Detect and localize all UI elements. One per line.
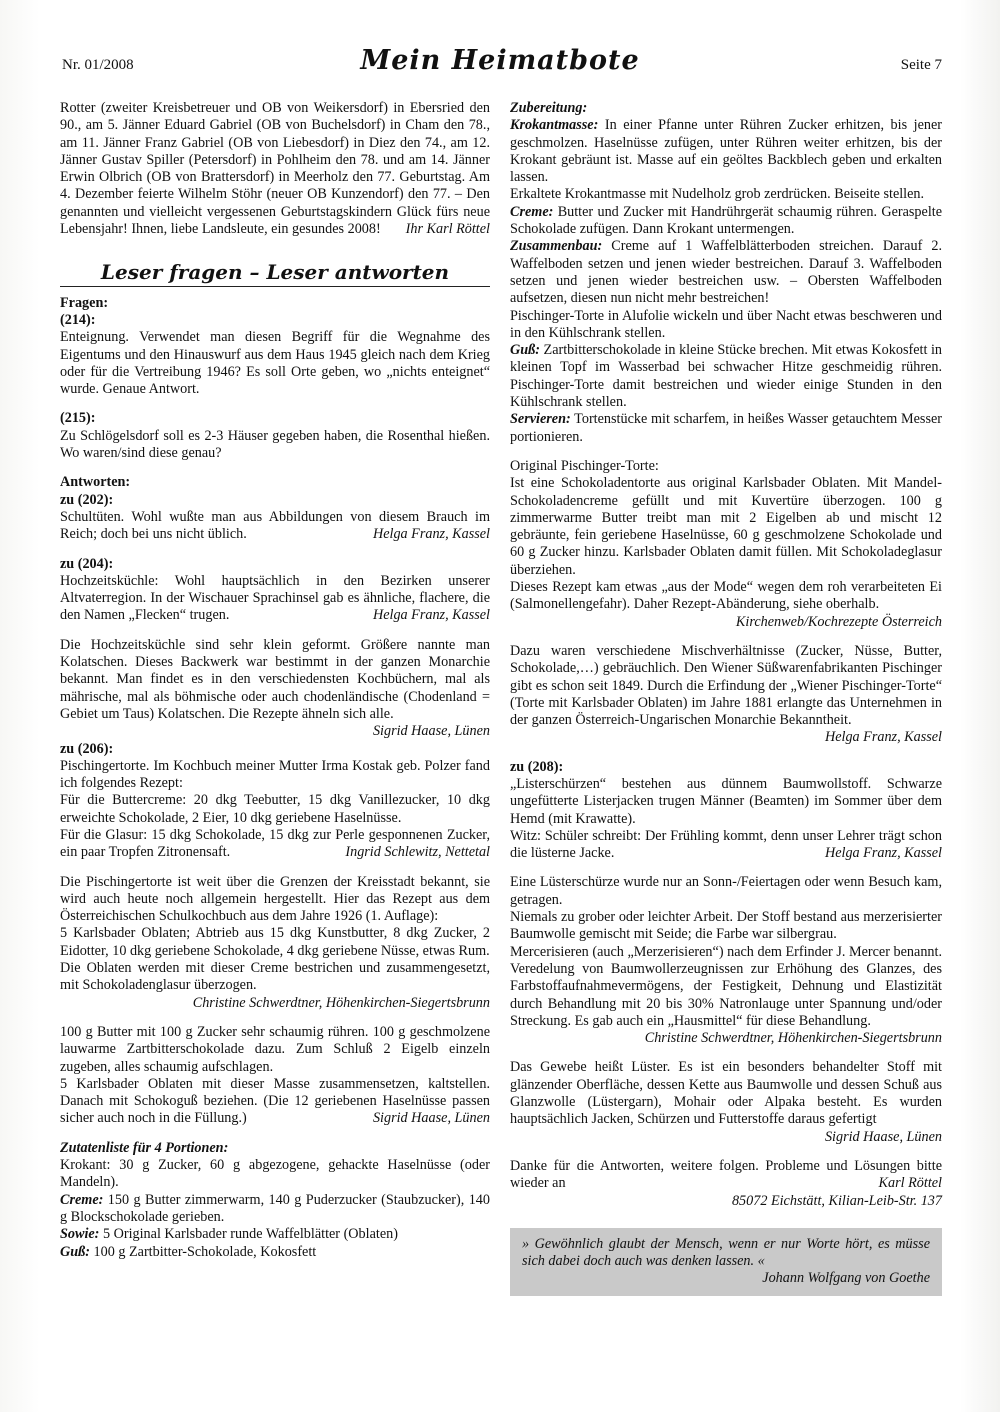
q214-text: Enteignung. Verwendet man diesen Begriff für die Wegnahme des Eigentums und den Hinauswurf aus dem Haus 1945 gleich nach dem Krieg oder für die Vertreibung 1946? Es soll Orte geben, wo „nichts enteignet“ wurde. Genaue Antwort.	[60, 329, 490, 398]
a204-text2: Die Hochzeitsküchle sind sehr klein geformt. Größere nannte man Kolatschen. Dieses Backwerk war bestimmt in der ganzen Monarchie bekannt. Man findet es in den verschiedensten Kochbüchern, mal als mährische, mal als böhmische oder auch chodenländische (Chodenland = Gebiet um Taus) Kolatschen. Die Rezepte ähneln sich alle.	[60, 636, 490, 722]
a206-text3: Für die Glasur: 15 dkg Schokolade, 15 dkg zur Perle gesponnenen Zucker, ein paar Tropfen Zitronensaft. Ingrid Schlewitz, Nettetal	[60, 826, 490, 861]
sowie-line: Sowie: 5 Original Karlsbader runde Waffelblätter (Oblaten)	[60, 1226, 398, 1243]
a208-label: zu (208):	[510, 758, 564, 775]
danke-para: Danke für die Antworten, weitere folgen. Probleme und Lösungen bitte wieder an Karl Röttel	[510, 1157, 942, 1192]
a204-label: zu (204):	[60, 555, 114, 572]
q214-label: (214):	[60, 311, 96, 328]
a208-text3: Eine Lüsterschürze wurde nur an Sonn-/Feiertagen oder wenn Besuch kam, getragen.	[510, 874, 942, 908]
a208-text4: Niemals zu grober oder leichter Arbeit. Der Stoff bestand aus merzerisierter Baumwolle gemischt mit Seide; die Farbe war silbergrau.	[510, 909, 942, 943]
a204-sig2: Sigrid Haase, Lünen	[372, 723, 490, 740]
a202-text: Schultüten. Wohl wußte man aus Abbildungen von diesem Brauch im Reich; doch bei uns nicht üblich. Helga Franz, Kassel	[60, 508, 490, 543]
a206-sig2: Christine Schwerdtner, Höhenkirchen-Siegertsbrunn	[192, 994, 490, 1011]
antworten-heading: Antworten:	[60, 474, 131, 491]
goethe-quote-box	[510, 1228, 942, 1296]
guss2-para: Guß: Zartbitterschokolade in kleine Stücke brechen. Mit etwas Kokosfett in kleinen Topf im Wasserbad bei schwacher Hitze geschmeidig rühren. Pischinger-Torte damit bestreichen und wieder einige Stunden in den Kühlschrank stellen.	[510, 342, 942, 411]
a206-text7: 100 g Butter mit 100 g Zucker sehr schaumig rühren. 100 g geschmolzene lauwarme Zartbitterschokolade dazu. Zum Schluß 2 Eigelb einzeln zugeben, alles schaumig aufschlagen.	[60, 1023, 490, 1075]
krokantmasse-para: Krokantmasse: In einer Pfanne unter Rühren Zucker erhitzen, bis jener geschmolzen. Haselnüsse zufügen, unter Rühren weiter erhitzen, bis der Krokant gebräunt ist. Masse auf ein geöltes Backblech geben und erkalten lassen.	[510, 117, 942, 186]
zusammenbau-para: Zusammenbau: Creme auf 1 Waffelblätterboden streichen. Darauf 2. Waffelboden setzen und jenen wieder bestreichen. Darauf 3. Waffelboden setzen und jenen wieder bestreichen usw. – Obersten Waffelboden aufsetzen, diesen nun nicht mehr bestreichen!	[510, 238, 942, 307]
a206-text6: Die Oblaten werden mit dieser Creme bestrichen und zusammengesetzt, mit Schokoladenglasur überzogen.	[60, 960, 490, 994]
intro-paragraph: Rotter (zweiter Kreisbetreuer und OB von Weikersdorf) in Ebersried den 90., am 5. Jänner Eduard Gabriel (OB von Buchelsdorf) in Cham den 78., am 11. Jänner Franz Gabriel (OB von Liebesdorf) in Diez den 74., am 12. Jänner Gustav Spiller (Petersdorf) in Pohlheim den 78. und am 14. Jänner Erwin Olbrich (OB von Brattersdorf) in Meerholz den 77. Geburtstag. Am 4. Dezember feierte Wilhelm Stöhr (neuer OB Kunzendorf) den 77. – Den genannten und vielleicht vergessenen Geburtstagskindern Glück fürs neue Lebensjahr! Ihnen, liebe Landsleute, ein gesundes 2008! Ihr Karl Röttel	[60, 100, 490, 238]
section-rule	[60, 286, 490, 287]
a208-sig2: Christine Schwerdtner, Höhenkirchen-Siegertsbrunn	[644, 1030, 942, 1047]
creme-line: Creme: 150 g Butter zimmerwarm, 140 g Puderzucker (Staubzucker), 140 g Blockschokolade gerieben.	[60, 1191, 490, 1225]
q215-text: Zu Schlögelsdorf soll es 2-3 Häuser gegeben haben, die Rosenthal hießen. Wo waren/sind diese genau?	[60, 427, 490, 462]
a208-text6: Das Gewebe heißt Lüster. Es ist ein besonders behandelter Stoff mit glänzender Oberfläche, dessen Kette aus Baumwolle und dessen Schuß aus Glanzwolle (Lüstergarn), Mohair oder Alpaka besteht. Es wurden hauptsächlich Jacken, Schürzen und Futterstoffe daraus gefertigt Sigrid Haase, Lünen	[510, 1059, 942, 1145]
a206-text5: 5 Karlsbader Oblaten; Abtrieb aus 15 dkg Kunstbutter, 8 dkg Zucker, 2 Eidotter, 10 dkg geriebene Schokolade, 4 dkg geriebene Nüsse, etwas Rum.	[60, 925, 490, 959]
section-title: Leser fragen – Leser antworten	[100, 260, 450, 285]
issue-number: Nr. 01/2008	[62, 57, 134, 73]
q215-label: (215):	[60, 410, 96, 427]
a208-text: „Listerschürzen“ bestehen aus dünnem Baumwollstoff. Schwarze ungefütterte Listerjacken trugen Männer (Beamten) im Sommer über dem Hemd (mit Krawatte).	[510, 775, 942, 827]
original-text: Ist eine Schokoladentorte aus original Karlsbader Oblaten. Mit Mandel-Schokoladencreme gefüllt und mit Kuvertüre überzogen. 100 g zimmerwarme Butter treibt man mit 2 Eigelben ab und mischt 12 gebräunte, fein geriebene Haselnüsse, 60 g geschmolzene Schokolade und 60 g Zucker hinzu. Karlsbader Oblaten damit füllen. Mit Schokoladeglasur überziehen.	[510, 475, 942, 578]
krokant-line: Krokant: 30 g Zucker, 60 g abgezogene, gehackte Haselnüsse (oder Mandeln).	[60, 1157, 490, 1191]
zutaten-heading: Zutatenliste für 4 Portionen:	[60, 1139, 229, 1156]
original-heading: Original Pischinger-Torte:	[510, 457, 659, 474]
quote-text: » Gewöhnlich glaubt der Mensch, wenn er nur Worte hört, es müsse sich dabei doch auch was denken lassen. «	[522, 1235, 930, 1270]
a208-text5: Mercerisieren (auch „Merzerisieren“) nach dem Erfinder J. Mercer benannt. Veredelung von Baumwollerzeugnissen zur Erhöhung des Glanzes, des Farbstoffaufnahmevermögens, der Festigkeit, Dehnung und Elastizität durch Behandlung mit 20 bis 30% Natronlauge unter Spannung und/oder Streckung. Es gab auch ein „Hausmittel“ für diese Behandlung.	[510, 943, 942, 1029]
masthead-logo: Mein Heimatbote	[360, 45, 640, 76]
left-column	[60, 100, 490, 1261]
a206-text8: 5 Karlsbader Oblaten mit dieser Masse zusammensetzen, kaltstellen. Danach mit Schokoguß beziehen. (Die 12 geriebenen Haselnüsse passen sicher auch noch in die Füllung.) Sigrid Haase, Lünen	[60, 1075, 490, 1127]
a202-label: zu (202):	[60, 491, 114, 508]
mischung-para: Dazu waren verschiedene Mischverhältnisse (Zucker, Nüsse, Butter, Schokolade,…) gebräuchlich. Den Wiener Süßwarenfabrikanten Pischinger gibt es schon seit 1849. Durch die Erfindung der „Wiener Pischinger-Torte“ (Torte mit Karlsbader Oblaten) im Jahre 1881 erlangte das Unternehmen in der ganzen Österreich-Ungarischen Monarchie Bekanntheit. Helga Franz, Kassel	[510, 642, 942, 746]
creme2-para: Creme: Butter und Zucker mit Handrührgerät schaumig rühren. Geraspelte Schokolade zufügen. Dann Krokant untermengen.	[510, 203, 942, 238]
a206-text4: Die Pischingertorte ist weit über die Grenzen der Kreisstadt bekannt, sie wird auch heute noch allgemein hergestellt. Hier das Rezept aus dem Österreichischen Schulkochbuch aus dem Jahre 1926 (1. Auflage):	[60, 873, 490, 925]
fragen-heading: Fragen:	[60, 294, 109, 311]
zusammenbau-para2: Pischinger-Torte in Alufolie wickeln und über Nacht etwas beschweren und in den Kühlschrank stellen.	[510, 307, 942, 341]
page-number: Seite 7	[900, 57, 942, 73]
guss-line: Guß: 100 g Zartbitter-Schokolade, Kokosfett	[60, 1243, 317, 1260]
servieren-para: Servieren: Tortenstücke mit scharfem, in heißes Wasser getauchtem Messer portionieren.	[510, 411, 942, 445]
a206-text2: Für die Buttercreme: 20 dkg Teebutter, 15 dkg Vanillezucker, 10 dkg erweichte Schokolade, 2 Eier, 10 dkg geriebene Haselnüsse.	[60, 792, 490, 826]
a206-label: zu (206):	[60, 740, 114, 757]
a206-text1: Pischingertorte. Im Kochbuch meiner Mutter Irma Kostak geb. Polzer fand ich folgendes Rezept:	[60, 757, 490, 792]
right-column	[510, 100, 942, 1296]
zubereitung-heading: Zubereitung:	[510, 100, 588, 116]
address-line: 85072 Eichstätt, Kilian-Leib-Str. 137	[731, 1192, 942, 1209]
quote-author: Johann Wolfgang von Goethe	[762, 1270, 930, 1287]
krokantmasse-para2: Erkaltete Krokantmasse mit Nudelholz grob zerdrücken. Beiseite stellen.	[510, 186, 925, 203]
a204-text: Hochzeitsküchle: Wohl hauptsächlich in den Bezirken unserer Altvaterregion. In der Wischauer Sprachinsel gab es ähnliche, flachere, die den Namen „Flecken“ trugen. Helga Franz, Kassel	[60, 572, 490, 624]
a208-text2: Witz: Schüler schreibt: Der Frühling kommt, denn unser Lehrer trägt schon die lüsterne Jacke. Helga Franz, Kassel	[510, 827, 942, 862]
original-text2: Dieses Rezept kam etwas „aus der Mode“ wegen dem roh verarbeiteten Ei (Salmonellengefahr). Daher Rezept-Abänderung, siehe oberhalb. Kirchenweb/Kochrezepte Österreich	[510, 579, 942, 630]
